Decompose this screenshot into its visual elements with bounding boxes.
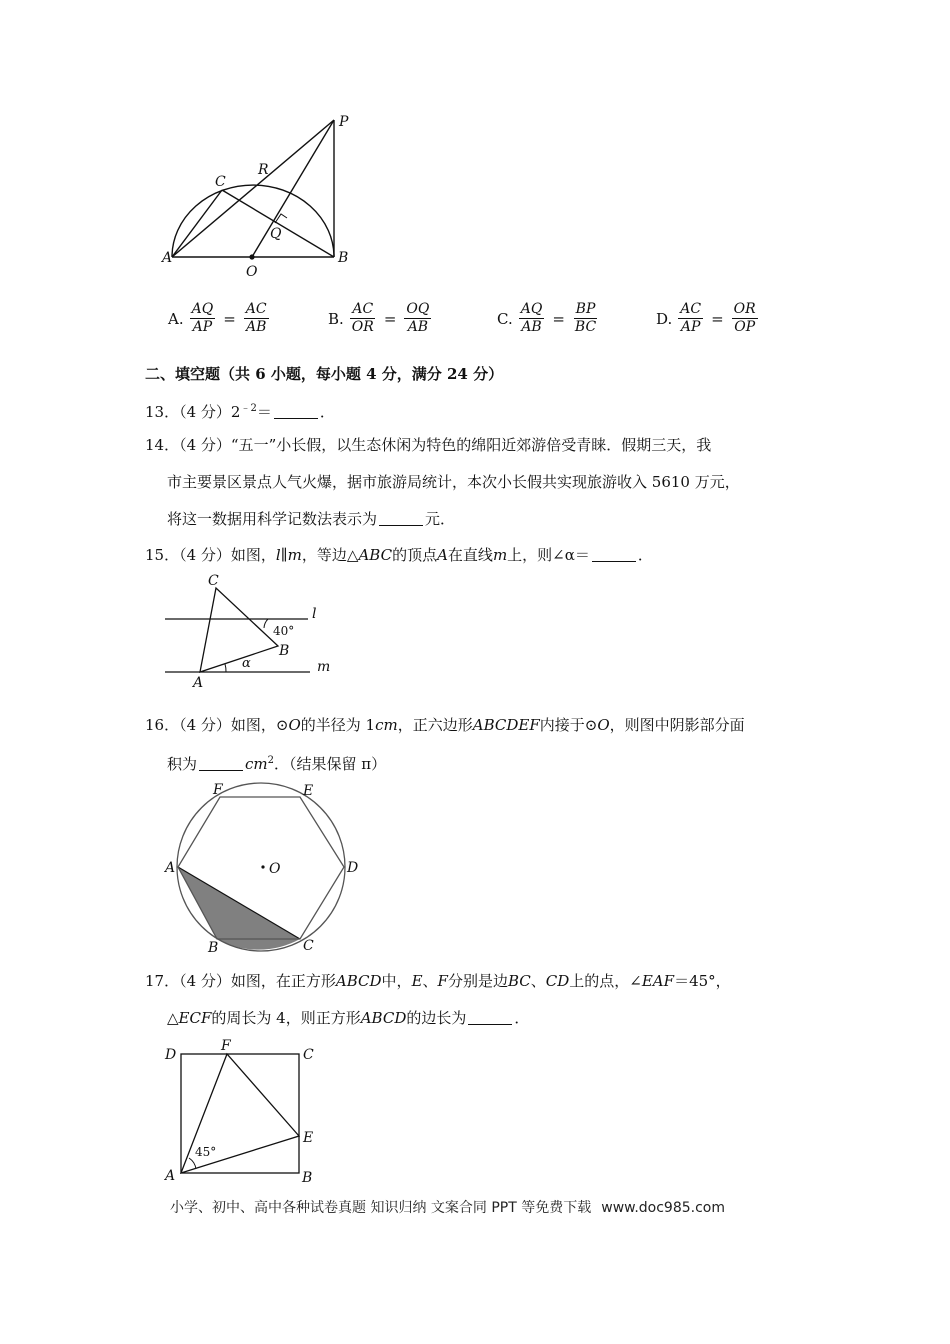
angle-alpha-label: α (242, 656, 251, 671)
option-c[interactable] (497, 301, 598, 336)
label-d: D (347, 860, 359, 876)
option-letter: C. (497, 309, 513, 328)
q17-text: 、 (530, 972, 546, 990)
q16-sup: 2 (267, 755, 275, 766)
label-c: C (303, 1047, 314, 1063)
q17-var: ABCD (360, 1009, 407, 1027)
q17-text: ＝45°， (674, 972, 731, 990)
label-m: m (317, 659, 331, 675)
option-b[interactable] (328, 301, 431, 336)
q17-var: EAF (641, 972, 675, 990)
q14-text: 将这一数据用科学记数法表示为 (167, 510, 378, 528)
q16-figure (160, 780, 370, 955)
q15-text: 15．（4 分）如图， (145, 546, 276, 564)
label-a: A (193, 675, 204, 691)
label-o: O (246, 264, 258, 280)
q17-var: CD (545, 972, 570, 990)
fraction: $\frac{BP}{BC}$ (574, 301, 597, 335)
label-q: Q (270, 226, 282, 242)
fraction: $\frac{OR}{OP}$ (733, 301, 756, 335)
center-point-o (249, 254, 254, 259)
label-b: B (279, 643, 290, 659)
answer-blank[interactable] (379, 511, 423, 526)
q17-text: 上的点，∠ (569, 972, 642, 990)
fraction: $\frac{AC}{OR}$ (351, 301, 374, 335)
label-l: l (312, 606, 317, 622)
q15-symbol: ∥ (280, 546, 288, 564)
q15-text: 上，则∠α＝ (507, 546, 590, 564)
fraction: $\frac{AQ}{AP}$ (191, 301, 214, 335)
q15-var: A (437, 546, 448, 564)
q17-text: △ (167, 1009, 179, 1027)
option-letter: B. (328, 309, 344, 328)
q17-var: ECF (178, 1009, 212, 1027)
question-13 (145, 399, 335, 422)
label-f: F (221, 1038, 231, 1054)
angle-40-arc (264, 619, 268, 628)
q13-exponent: ﹣2 (240, 403, 257, 414)
q17-var: ABCD (335, 972, 382, 990)
q16-text: 的半径为 1 (300, 716, 376, 734)
q15-text: 在直线 (447, 546, 493, 564)
option-d[interactable] (656, 301, 758, 336)
q15-var: ABC (358, 546, 393, 564)
label-c: C (208, 573, 219, 589)
q17-text: 的边长为 (406, 1009, 467, 1027)
label-d: D (165, 1047, 177, 1063)
q17-text: 、 (422, 972, 438, 990)
segment-ac (172, 190, 222, 257)
question-16-line2 (167, 751, 386, 774)
label-c: C (215, 174, 226, 190)
segment-op (252, 120, 334, 257)
question-14-line1: 14．（4 分）“五一”小长假，以生态休闲为特色的绵阳近郊游倍受青睐．假期三天，我 (145, 436, 712, 454)
question-17-line1 (145, 971, 731, 991)
label-b: B (338, 250, 349, 266)
label-c: C (303, 938, 314, 954)
question-16-line1 (145, 715, 745, 735)
section-heading: 二、填空题（共 6 小题，每小题 4 分，满分 24 分） (145, 365, 504, 383)
center-o (261, 865, 264, 868)
angle-45-label: 45° (195, 1145, 217, 1159)
label-e: E (303, 783, 314, 799)
question-17-line2 (167, 1008, 529, 1028)
q16-text: ，正六边形 (397, 716, 473, 734)
angle-45-arc (189, 1158, 196, 1169)
footer (170, 1197, 725, 1217)
option-a[interactable] (168, 301, 269, 336)
label-p: P (339, 114, 349, 130)
angle-alpha-arc (225, 664, 226, 672)
footer-url[interactable]: www.doc985.com (601, 1200, 725, 1216)
q13-end: ． (319, 403, 335, 421)
q15-end: ． (637, 546, 653, 564)
label-a: A (165, 860, 176, 876)
q15-text: 的顶点 (392, 546, 438, 564)
q16-var: cm (245, 755, 268, 773)
semicircle-arc (172, 185, 334, 257)
q15-figure (160, 570, 340, 695)
triangle-abc (200, 588, 278, 672)
q16-var: ABCDEF (472, 716, 540, 734)
q13-equals: ＝ (256, 403, 272, 421)
answer-blank[interactable] (468, 1010, 512, 1025)
q16-var: O (597, 716, 610, 734)
label-b: B (302, 1170, 313, 1185)
q16-var: O (288, 716, 301, 734)
q16-text: ，则图中阴影部分面 (609, 716, 745, 734)
q13-text: 13．（4 分）2 (145, 403, 241, 421)
q17-end: ． (514, 1009, 530, 1027)
q17-text: 中， (381, 972, 412, 990)
answer-blank[interactable] (274, 404, 318, 419)
angle-40-label: 40° (273, 624, 295, 638)
q17-text: 分别是边 (447, 972, 508, 990)
label-a: A (162, 250, 173, 266)
label-a: A (165, 1168, 176, 1184)
label-f: F (213, 782, 223, 798)
question-15 (145, 545, 653, 565)
option-letter: D. (656, 309, 673, 328)
question-14-line3 (167, 509, 455, 529)
answer-blank[interactable] (199, 756, 243, 771)
shaded-region (178, 867, 300, 950)
q17-figure (160, 1035, 330, 1185)
equals-sign: = (383, 309, 397, 328)
label-b: B (208, 940, 219, 955)
footer-text: 小学、初中、高中各种试卷真题 知识归纳 文案合同 PPT 等免费下载 (170, 1200, 592, 1216)
q16-text: 内接于⊙ (539, 716, 598, 734)
q15-var: m (287, 546, 302, 564)
equals-sign: = (223, 309, 236, 328)
q15-var: m (492, 546, 508, 564)
q12-figure (160, 110, 360, 280)
label-r: R (258, 162, 269, 178)
q16-text: 16．（4 分）如图，⊙ (145, 716, 289, 734)
fraction: $\frac{AC}{AB}$ (245, 301, 267, 335)
q16-text: ．（结果保留 π） (274, 755, 387, 773)
q17-var: E (411, 972, 423, 990)
label-o: O (269, 861, 281, 877)
q15-text: ，等边△ (301, 546, 359, 564)
segment-cb (222, 190, 334, 257)
q14-end: 元． (425, 510, 456, 528)
q15-var: l (275, 546, 281, 564)
fraction: $\frac{AQ}{AB}$ (520, 301, 543, 335)
equals-sign: = (711, 309, 724, 328)
q17-var: BC (507, 972, 531, 990)
q17-var: F (437, 972, 448, 990)
label-e: E (303, 1130, 314, 1146)
answer-blank[interactable] (592, 547, 636, 562)
equals-sign: = (552, 309, 565, 328)
question-14-line2: 市主要景区景点人气火爆，据市旅游局统计，本次小长假共实现旅游收入 5610 万元， (167, 473, 740, 491)
fraction: $\frac{AC}{AP}$ (680, 301, 702, 335)
fraction: $\frac{OQ}{AB}$ (406, 301, 430, 335)
q16-var: cm (375, 716, 398, 734)
segment-ap (172, 120, 334, 257)
q17-text: 的周长为 4，则正方形 (211, 1009, 361, 1027)
q17-text: 17．（4 分）如图，在正方形 (145, 972, 336, 990)
q16-text: 积为 (167, 755, 198, 773)
option-letter: A. (168, 309, 184, 328)
